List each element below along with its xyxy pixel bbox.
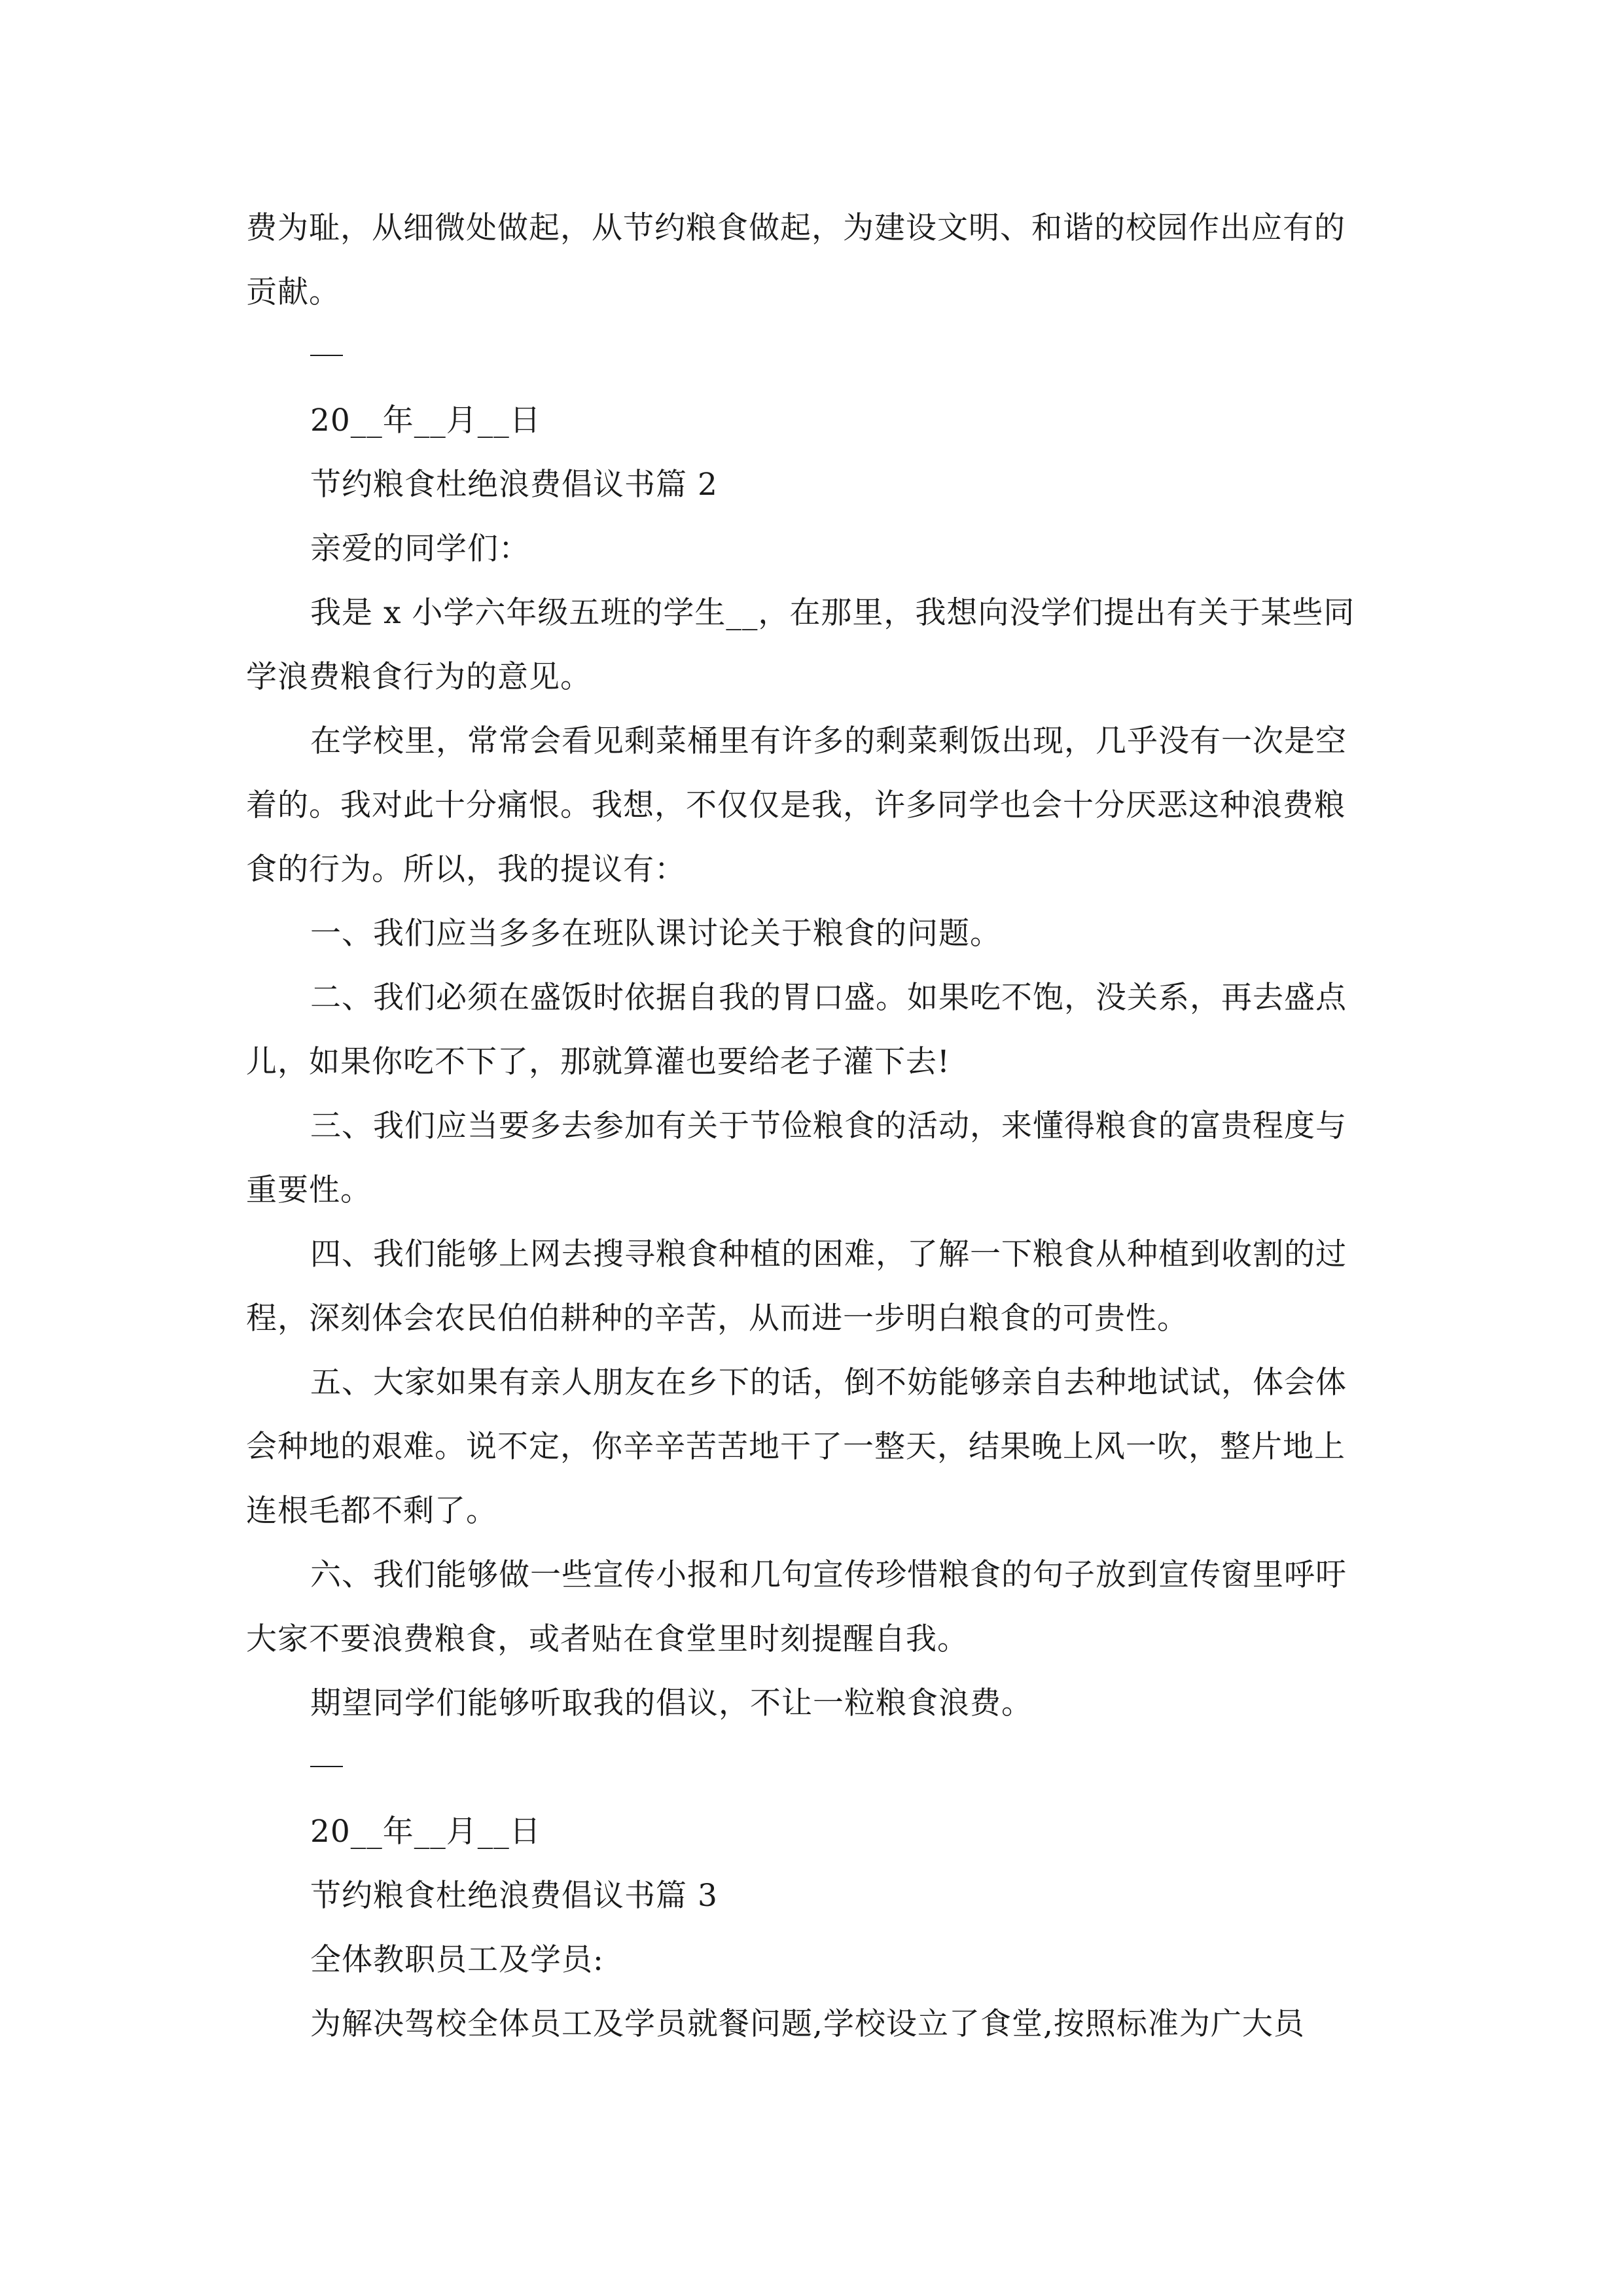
- closing-line: 期望同学们能够听取我的倡议，不让一粒粮食浪费。: [310, 1685, 1033, 1721]
- signature-blank-line: [310, 1766, 343, 1767]
- text-line-18: 程，深刻体会农民伯伯耕种的辛苦，从而进一步明白粮食的可贵性。: [246, 1300, 1188, 1336]
- date-line-1: 20__年__月__日: [310, 403, 541, 439]
- text-line-8: 学浪费粮食行为的意见。: [246, 659, 592, 695]
- signature-dash-2: [246, 1736, 1378, 1800]
- date-line-2: 20__年__月__日: [310, 1814, 541, 1850]
- proposal-item-4: 四、我们能够上网去搜寻粮食种植的困难，了解一下粮食从种植到收割的过: [310, 1236, 1347, 1272]
- proposal-item-3: 三、我们应当要多去参加有关于节俭粮食的活动，来懂得粮食的富贵程度与: [310, 1108, 1347, 1144]
- proposal-item-1: 一、我们应当多多在班队课讨论关于粮食的问题。: [310, 916, 1001, 952]
- text-line-2: 贡献。: [246, 274, 340, 310]
- section-title-2: 节约粮食杜绝浪费倡议书篇 2: [310, 467, 718, 503]
- salutation-3: 全体教职员工及学员:: [310, 1942, 604, 1978]
- text-line-10: 着的。我对此十分痛恨。我想，不仅仅是我，许多同学也会十分厌恶这种浪费粮: [246, 787, 1346, 823]
- text-line-16: 重要性。: [246, 1172, 372, 1208]
- text-line-21: 连根毛都不剩了。: [246, 1493, 497, 1529]
- text-line-7: 我是 x 小学六年级五班的学生__，在那里，我想向没学们提出有关于某些同: [310, 595, 1355, 631]
- salutation-2: 亲爱的同学们：: [310, 531, 530, 567]
- signature-blank-line: [310, 355, 343, 356]
- section-title-3: 节约粮食杜绝浪费倡议书篇 3: [310, 1878, 718, 1914]
- signature-dash-1: [246, 325, 1378, 389]
- text-line-9: 在学校里，常常会看见剩菜桶里有许多的剩菜剩饭出现，几乎没有一次是空: [310, 723, 1347, 759]
- text-line-20: 会种地的艰难。说不定，你辛辛苦苦地干了一整天，结果晚上风一吹，整片地上: [246, 1429, 1346, 1465]
- text-line-1: 费为耻，从细微处做起，从节约粮食做起，为建设文明、和谐的校园作出应有的: [246, 210, 1346, 246]
- text-line-11: 食的行为。所以，我的提议有：: [246, 852, 686, 888]
- proposal-item-5: 五、大家如果有亲人朋友在乡下的话，倒不妨能够亲自去种地试试，体会体: [310, 1365, 1347, 1401]
- proposal-item-2: 二、我们必须在盛饭时依据自我的胃口盛。如果吃不饱，没关系，再去盛点: [310, 980, 1347, 1016]
- document-body: [246, 196, 1378, 2056]
- text-line-29: 为解决驾校全体员工及学员就餐问题,学校设立了食堂,按照标准为广大员: [310, 2006, 1305, 2042]
- text-line-23: 大家不要浪费粮食，或者贴在食堂里时刻提醒自我。: [246, 1621, 969, 1657]
- proposal-item-6: 六、我们能够做一些宣传小报和几句宣传珍惜粮食的句子放到宣传窗里呼吁: [310, 1557, 1347, 1593]
- text-line-14: 儿，如果你吃不下了，那就算灌也要给老子灌下去!: [246, 1044, 950, 1080]
